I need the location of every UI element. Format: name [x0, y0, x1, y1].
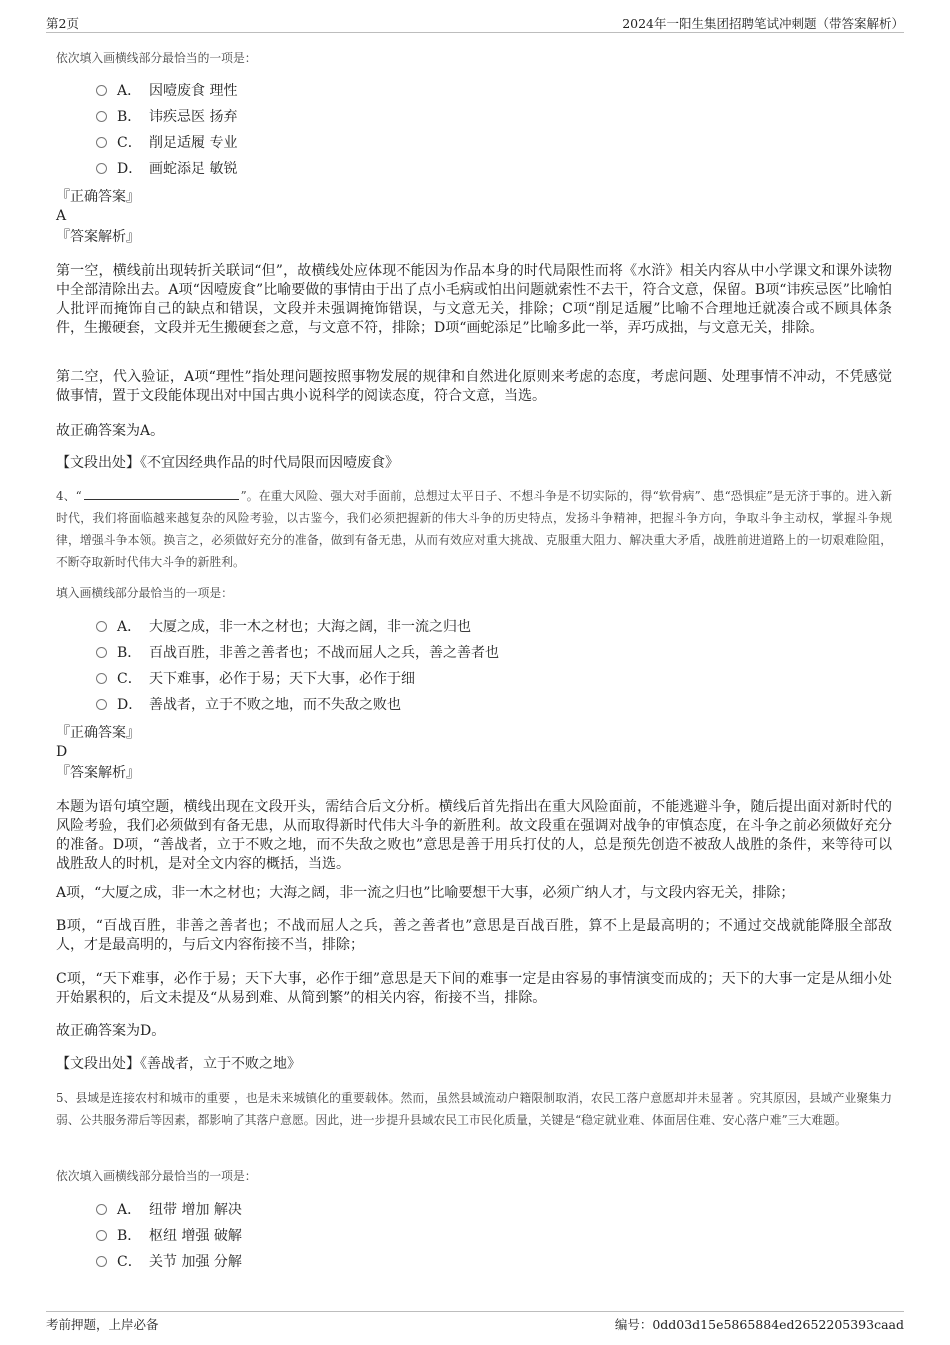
- q4-option-a[interactable]: A． 大厦之成，非一木之材也；大海之阔，非一流之归也: [96, 614, 499, 640]
- q4-source: 【文段出处】《善战者，立于不败之地》: [56, 1056, 301, 1072]
- radio-icon[interactable]: [96, 163, 107, 174]
- q3-analysis-paragraph: 第二空，代入验证，A项“理性”指处理问题按照事物发展的规律和自然进化原则来考虑的态度，考虑问题、处理事情不冲动，不凭感觉做事情，置于文段能体现出对中国古典小说科学的阅读态度，符合文意，当选。: [56, 369, 892, 404]
- q4-prompt: 填入画横线部分最恰当的一项是：: [56, 586, 233, 600]
- q3-prompt: 依次填入画横线部分最恰当的一项是：: [56, 51, 257, 65]
- q4-analysis-label: 『答案解析』: [56, 765, 140, 781]
- q3-analysis-paragraph: 故正确答案为A。: [56, 423, 165, 439]
- radio-icon[interactable]: [96, 699, 107, 710]
- footer-slogan: 考前押题，上岸必备: [46, 1317, 159, 1332]
- q3-options: [56, 78, 237, 182]
- page-footer: [46, 1311, 904, 1334]
- q4-analysis-paragraph: A项，“大厦之成，非一木之材也；大海之阔，非一流之归也”比喻要想干大事，必须广纳人才，与文段内容无关，排除；: [56, 885, 795, 901]
- q4-options: [56, 614, 499, 718]
- q5-option-c[interactable]: C． 关节 加强 分解: [96, 1249, 242, 1275]
- radio-icon[interactable]: [96, 1204, 107, 1215]
- q5-option-b[interactable]: B． 枢纽 增强 破解: [96, 1223, 242, 1249]
- q3-source: 【文段出处】《不宜因经典作品的时代局限而因噎废食》: [56, 455, 399, 471]
- radio-icon[interactable]: [96, 673, 107, 684]
- q3-answer: A: [56, 208, 67, 224]
- q4-option-d[interactable]: D． 善战者，立于不败之地，而不失敌之败也: [96, 692, 499, 718]
- q4-option-b[interactable]: B． 百战百胜，非善之善者也；不战而屈人之兵，善之善者也: [96, 640, 499, 666]
- q4-answer: D: [56, 744, 68, 760]
- q3-option-d[interactable]: D． 画蛇添足 敏锐: [96, 156, 237, 182]
- fill-blank: [84, 487, 239, 500]
- document-title: 2024年一阳生集团招聘笔试冲刺题（带答案解析）: [622, 16, 904, 31]
- radio-icon[interactable]: [96, 1230, 107, 1241]
- radio-icon[interactable]: [96, 111, 107, 122]
- radio-icon[interactable]: [96, 1256, 107, 1267]
- q4-analysis-paragraph: C项，“天下难事，必作于易；天下大事，必作于细”意思是天下间的难事一定是由容易的事情演变而成的；天下的大事一定是从细小处开始累积的，后文未提及“从易到难、从简到繁”的相关内容，衔接不当，排除。: [56, 971, 892, 1006]
- q3-answer-label: 『正确答案』: [56, 189, 140, 205]
- q5-option-a[interactable]: A． 纽带 增加 解决: [96, 1197, 242, 1223]
- radio-icon[interactable]: [96, 137, 107, 148]
- q3-analysis-label: 『答案解析』: [56, 229, 140, 245]
- document-id: 编号：0dd03d15e5865884ed2652205393caad: [614, 1317, 904, 1332]
- q5-stem: 5、县域是连接农村和城市的重要 ，也是未来城镇化的重要载体。然而，虽然县域流动户籍限制取消，农民工落户意愿却并未显著 。究其原因，县域产业聚集力弱、公共服务滞后等因素，都影响了其落户意愿。因此，进一步提升县域农民工市民化质量，关键是“稳定就业难、体面居住难、安心落户难”三大难题。: [56, 1091, 892, 1127]
- q3-option-c[interactable]: C． 削足适履 专业: [96, 130, 237, 156]
- page-header: [46, 12, 904, 33]
- q4-analysis-paragraph: B项，“百战百胜，非善之善者也；不战而屈人之兵，善之善者也”意思是百战百胜，算不上是最高明的；不通过交战就能降服全部敌人，才是最高明的，与后文内容衔接不当，排除；: [56, 918, 892, 953]
- q3-option-a[interactable]: A． 因噎废食 理性: [96, 78, 237, 104]
- radio-icon[interactable]: [96, 621, 107, 632]
- radio-icon[interactable]: [96, 85, 107, 96]
- q5-options: [56, 1197, 242, 1275]
- q5-prompt: 依次填入画横线部分最恰当的一项是：: [56, 1169, 257, 1183]
- q4-option-c[interactable]: C． 天下难事，必作于易；天下大事，必作于细: [96, 666, 499, 692]
- q4-answer-label: 『正确答案』: [56, 725, 140, 741]
- q3-option-b[interactable]: B． 讳疾忌医 扬弃: [96, 104, 237, 130]
- page-number: 第2页: [46, 16, 79, 31]
- radio-icon[interactable]: [96, 647, 107, 658]
- q4-stem: 4、“ ”。在重大风险、强大对手面前，总想过太平日子、不想斗争是不切实际的，得“软骨病”、患“恐惧症”是无济于事的。进入新时代，我们将面临越来越复杂的风险考验，以古鉴今，我们必须把握新的伟大斗争的历史特点，发扬斗争精神，把握斗争方向，争取斗争主动权，掌握斗争规律，增强斗争本领。换言之，必须做好充分的准备，做到有备无患，从而有效应对重大挑战、克服重大阻力、解决重大矛盾，战胜前进道路上的一切艰难险阻，不断夺取新时代伟大斗争的新胜利。: [56, 489, 892, 569]
- q3-analysis-paragraph: 第一空，横线前出现转折关联词“但”，故横线处应体现不能因为作品本身的时代局限性而将《水浒》相关内容从中小学课文和课外读物中全部清除出去。A项“因噎废食”比喻要做的事情由于出了点小毛病或怕出问题就索性不去干，符合文意，保留。B项“讳疾忌医”比喻怕人批评而掩饰自己的缺点和错误，文段并未强调掩饰错误，与文意无关，排除；C项“削足适履”比喻不合理地迁就凑合或不顾具体条件，生搬硬套，文段并无生搬硬套之意，与文意不符，排除；D项“画蛇添足”比喻多此一举，弄巧成拙，与文意无关，排除。: [56, 263, 892, 336]
- q4-analysis-paragraph: 本题为语句填空题，横线出现在文段开头，需结合后文分析。横线后首先指出在重大风险面前，不能逃避斗争，随后提出面对新时代的风险考验，我们必须做到有备无患，从而取得新时代伟大斗争的新胜利。故文段重在强调对战争的审慎态度，在斗争之前必须做好充分的准备。D项，“善战者，立于不败之地，而不失敌之败也”意思是善于用兵打仗的人，总是预先创造不被敌人战胜的条件，来等待可以战胜敌人的时机，是对全文内容的概括，当选。: [56, 799, 892, 872]
- q4-analysis-paragraph: 故正确答案为D。: [56, 1023, 166, 1039]
